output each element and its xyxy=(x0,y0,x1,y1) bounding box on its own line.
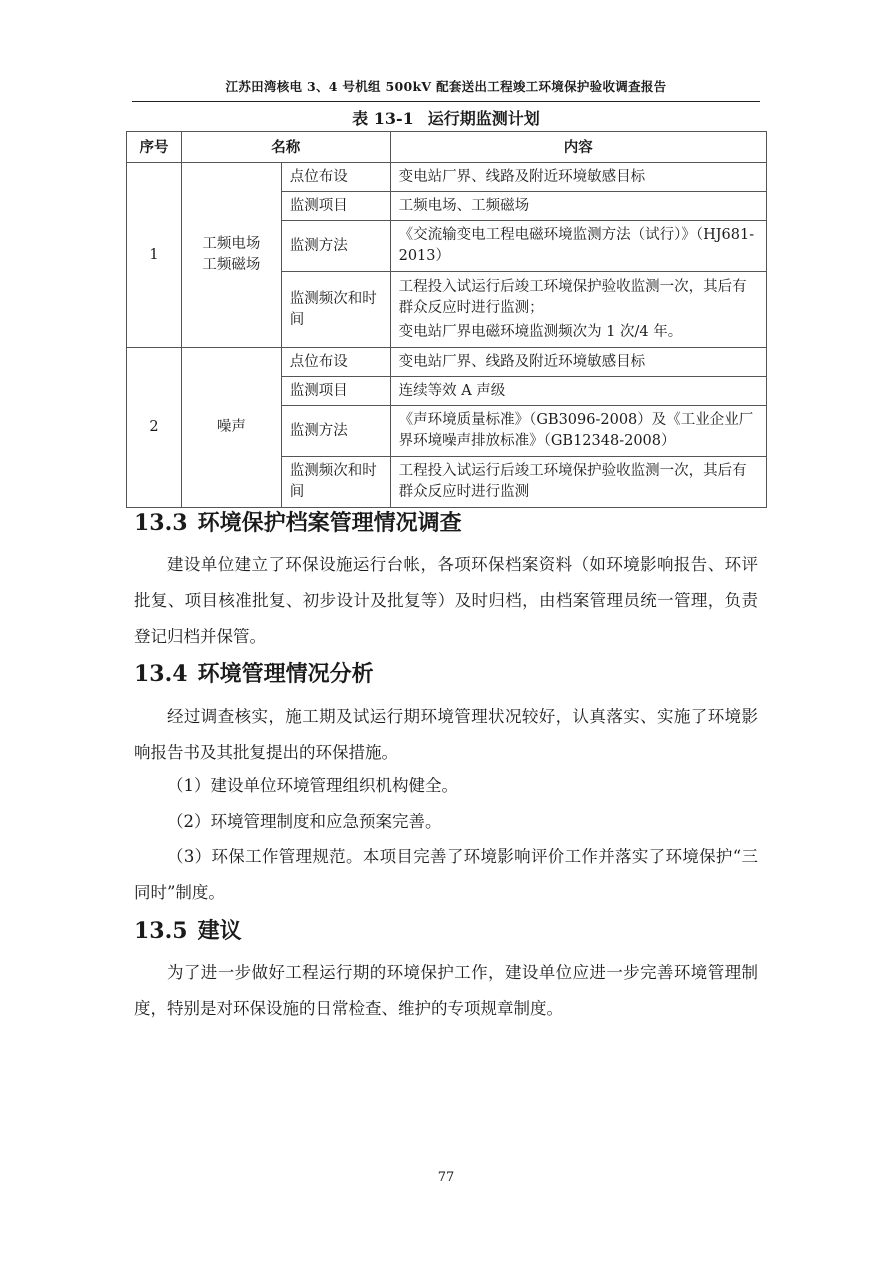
content-cell: 工程投入试运行后竣工环境保护验收监测一次，其后有群众反应时进行监测 xyxy=(390,457,766,508)
paragraph: （2）环境管理制度和应急预案完善。 xyxy=(167,812,442,831)
column-header-no: 序号 xyxy=(127,132,182,163)
running-header: 江苏田湾核电 3、4 号机组 500kV 配套送出工程竣工环境保护验收调查报告 xyxy=(132,76,760,102)
group-name-line: 噪声 xyxy=(216,419,246,435)
table-caption xyxy=(126,108,766,130)
column-header-name: 名称 xyxy=(181,132,390,163)
content-cell: 《交流输变电工程电磁环境监测方法（试行）》（HJ681-2013） xyxy=(390,221,766,272)
content-cell: 连续等效 A 声级 xyxy=(390,377,766,406)
content-cell: 工频电场、工频磁场 xyxy=(390,192,766,221)
paragraph: 为了进一步做好工程运行期的环境保护工作，建设单位应进一步完善环境管理制度，特别是对环保设施的日常检查、维护的专项规章制度。 xyxy=(134,963,758,1018)
group-name xyxy=(181,163,281,348)
item-cell: 监测项目 xyxy=(281,192,390,221)
paragraph: 建设单位建立了环保设施运行台帐，各项环保档案资料（如环境影响报告、环评批复、项目核准批复、初步设计及批复等）及时归档，由档案管理员统一管理，负责登记归档并保管。 xyxy=(134,555,758,646)
table-header-row xyxy=(127,132,767,163)
column-header-content: 内容 xyxy=(390,132,766,163)
paragraph: 经过调查核实，施工期及试运行期环境管理状况较好，认真落实、实施了环境影响报告书及其批复提出的环保措施。 xyxy=(134,707,758,762)
section-number: 13.3 xyxy=(134,510,188,536)
item-cell: 点位布设 xyxy=(281,348,390,377)
content-cell: 变电站厂界、线路及附近环境敏感目标 xyxy=(390,348,766,377)
section-title: 环境保护档案管理情况调查 xyxy=(197,510,462,536)
table-number: 表 13-1 xyxy=(352,109,414,128)
group-name xyxy=(181,348,281,508)
group-number: 2 xyxy=(127,348,182,508)
group-number: 1 xyxy=(127,163,182,348)
item-cell: 监测频次和时间 xyxy=(281,272,390,348)
content-cell xyxy=(390,272,766,348)
group-name-line: 工频电场 xyxy=(202,236,261,252)
section-heading-13-3 xyxy=(134,508,462,538)
content-cell: 《声环境质量标准》（GB3096-2008）及《工业企业厂界环境噪声排放标准》（GB12348-2008） xyxy=(390,406,766,457)
section-heading-13-5 xyxy=(134,916,242,946)
content-line: 变电站厂界电磁环境监测频次为 1 次/4 年。 xyxy=(398,323,683,340)
table-row xyxy=(127,163,767,192)
item-cell: 监测项目 xyxy=(281,377,390,406)
item-cell: 监测方法 xyxy=(281,406,390,457)
section-number: 13.5 xyxy=(134,918,188,944)
content-line: 工程投入试运行后竣工环境保护验收监测一次，其后有群众反应时进行监测； xyxy=(398,278,747,316)
item-cell: 点位布设 xyxy=(281,163,390,192)
table-row xyxy=(127,348,767,377)
monitoring-plan-table xyxy=(126,131,767,508)
section-heading-13-4 xyxy=(134,659,374,689)
item-cell: 监测频次和时间 xyxy=(281,457,390,508)
group-name-line: 工频磁场 xyxy=(202,257,261,273)
section-title: 建议 xyxy=(197,918,242,944)
paragraph: （1）建设单位环境管理组织机构健全。 xyxy=(167,776,458,795)
content-cell: 变电站厂界、线路及附近环境敏感目标 xyxy=(390,163,766,192)
section-title: 环境管理情况分析 xyxy=(197,661,374,687)
page-number: 77 xyxy=(437,1170,455,1185)
item-cell: 监测方法 xyxy=(281,221,390,272)
table-title: 运行期监测计划 xyxy=(427,109,540,128)
section-number: 13.4 xyxy=(134,661,188,687)
paragraph: （3）环保工作管理规范。本项目完善了环境影响评价工作并落实了环境保护“三同时”制度。 xyxy=(134,847,758,902)
